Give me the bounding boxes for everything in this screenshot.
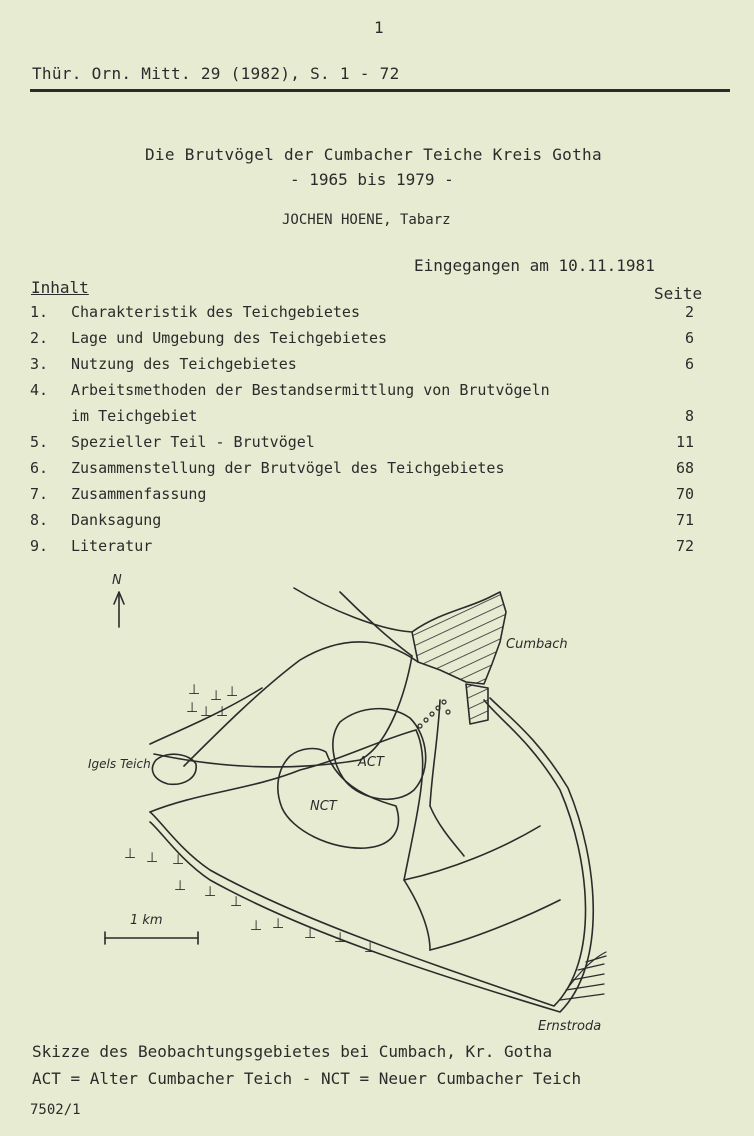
field-boundary	[404, 730, 423, 880]
toc-item	[0, 329, 754, 353]
toc-item-title: Danksagung	[71, 511, 162, 529]
toc-item-title: Spezieller Teil - Brutvögel	[71, 433, 315, 451]
ernstroda-label: Ernstroda	[538, 1019, 602, 1034]
toc-item-page: 70	[675, 485, 694, 503]
document-code: 7502/1	[30, 1102, 81, 1118]
toc-item-page: 8	[684, 407, 694, 425]
village-outskirt	[466, 684, 488, 724]
cumbach-village	[412, 592, 506, 684]
toc-item	[0, 433, 754, 457]
toc-item	[0, 485, 754, 509]
svg-text:⊥: ⊥	[188, 682, 201, 698]
svg-text:⊥: ⊥	[204, 884, 217, 900]
toc-item-number: 1.	[30, 303, 49, 321]
main-road	[150, 700, 586, 1006]
toc-heading: Inhalt	[31, 278, 89, 297]
svg-text:⊥: ⊥	[230, 894, 243, 910]
svg-text:⊥: ⊥	[200, 704, 213, 720]
svg-text:⊥: ⊥	[304, 926, 317, 942]
svg-text:⊥: ⊥	[250, 918, 263, 934]
field-boundary	[430, 806, 464, 856]
toc-item-number: 7.	[30, 485, 49, 503]
toc-item-number: 3.	[30, 355, 49, 373]
toc-item-page: 2	[684, 303, 694, 321]
toc-item-page: 72	[675, 537, 694, 555]
road-north	[340, 592, 412, 656]
cumbach-label: Cumbach	[506, 637, 568, 652]
figure-caption: Skizze des Beobachtungsgebietes bei Cumbach, Kr. Gotha	[32, 1042, 553, 1061]
toc-item-page: 6	[684, 355, 694, 373]
header-rule	[30, 89, 730, 92]
toc-item-number: 6.	[30, 459, 49, 477]
toc-item-page: 11	[675, 433, 694, 451]
scale-label: 1 km	[130, 913, 163, 928]
road-north-west	[294, 588, 412, 632]
svg-text:⊥: ⊥	[172, 852, 185, 868]
toc-item-number: 4.	[30, 381, 49, 399]
svg-text:⊥: ⊥	[334, 930, 347, 946]
toc-item-title: Literatur	[71, 537, 153, 555]
svg-text:⊥: ⊥	[146, 850, 159, 866]
svg-text:⊥: ⊥	[186, 700, 199, 716]
journal-citation: Thür. Orn. Mitt. 29 (1982), S. 1 - 72	[32, 64, 400, 83]
received-date: Eingegangen am 10.11.1981	[414, 256, 655, 275]
toc-item	[0, 303, 754, 327]
article-title: Die Brutvögel der Cumbacher Teiche Kreis Gotha	[145, 145, 602, 164]
svg-text:⊥: ⊥	[124, 846, 137, 862]
toc-item	[0, 407, 754, 431]
toc-item	[0, 355, 754, 379]
author: JOCHEN HOENE, Tabarz	[282, 212, 451, 228]
toc-item	[0, 459, 754, 483]
north-label: N	[112, 573, 122, 588]
svg-text:⊥: ⊥	[226, 684, 239, 700]
toc-item	[0, 381, 754, 405]
svg-text:⊥: ⊥	[364, 940, 377, 956]
svg-text:⊥: ⊥	[272, 916, 285, 932]
ernstroda-hatching	[560, 956, 606, 1000]
figure-legend: ACT = Alter Cumbacher Teich - NCT = Neuer Cumbacher Teich	[32, 1069, 582, 1088]
act-label: ACT	[358, 755, 384, 770]
field-boundary	[430, 900, 560, 950]
igels-teich-label: Igels Teich	[88, 757, 151, 771]
toc-item-title: Lage und Umgebung des Teichgebietes	[71, 329, 388, 347]
svg-text:⊥: ⊥	[216, 704, 229, 720]
toc-item-title: im Teichgebiet	[71, 407, 198, 425]
nct-label: NCT	[310, 799, 337, 814]
svg-text:⊥: ⊥	[174, 878, 187, 894]
page-number: 1	[374, 18, 384, 37]
toc-item-title: Arbeitsmethoden der Bestandsermittlung von Brutvögeln	[71, 381, 550, 399]
toc-item-page: 6	[684, 329, 694, 347]
toc-item-number: 2.	[30, 329, 49, 347]
toc-item-number: 5.	[30, 433, 49, 451]
toc-item-title: Nutzung des Teichgebietes	[71, 355, 297, 373]
path-dots	[418, 700, 450, 728]
toc-item-title: Zusammenfassung	[71, 485, 207, 503]
toc-item-page: 71	[675, 511, 694, 529]
toc-item-title: Charakteristik des Teichgebietes	[71, 303, 360, 321]
toc-page-heading: Seite	[654, 284, 703, 303]
area-map	[0, 560, 754, 1040]
toc-item-number: 9.	[30, 537, 49, 555]
toc-item-title: Zusammenstellung der Brutvögel des Teichgebietes	[71, 459, 505, 477]
svg-text:⊥: ⊥	[210, 688, 223, 704]
scale-bar	[105, 932, 198, 944]
toc-item	[0, 511, 754, 535]
toc-item-number: 8.	[30, 511, 49, 529]
north-arrow-icon	[114, 592, 124, 627]
field-boundary	[404, 880, 430, 950]
toc-item-page: 68	[675, 459, 694, 477]
toc-item	[0, 537, 754, 561]
field-boundary	[404, 826, 540, 880]
article-subtitle: - 1965 bis 1979 -	[290, 170, 454, 189]
